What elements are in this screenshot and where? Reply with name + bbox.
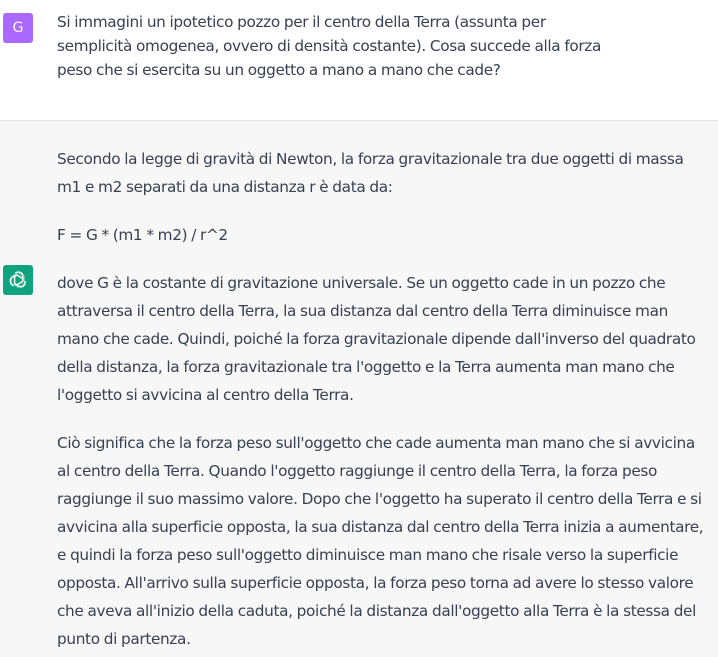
user-avatar-letter: G (12, 20, 24, 36)
assistant-paragraph-1: Secondo la legge di gravità di Newton, la forza gravitazionale tra due oggetti di massa m1 e m2 separati da una distanza r è data da: (57, 150, 684, 196)
assistant-formula: F = G * (m1 * m2) / r^2 (57, 226, 228, 244)
assistant-message-text (57, 145, 708, 657)
user-message-row (0, 0, 718, 121)
openai-logo-icon (3, 265, 33, 295)
assistant-paragraph-3: Ciò significa che la forza peso sull'oggetto che cade aumenta man mano che si avvicina al centro della Terra. Quando l'oggetto raggiunge il centro della Terra, la forza peso raggiunge il suo massimo valore. Dopo che l'oggetto ha superato il centro della Terra e si avvicina alla superficie opposta, la sua distanza dal centro della Terra inizia a aumentare, e quindi la forza peso sull'oggetto diminuisce man mano che risale verso la superficie opposta. All'arrivo sulla superficie opposta, la forza peso torna ad avere lo stesso valore che aveva all'inizio della caduta, poiché la distanza dall'oggetto alla Terra è la stessa del punto di partenza. (57, 434, 704, 648)
assistant-paragraph-2: dove G è la costante di gravitazione universale. Se un oggetto cade in un pozzo che attraversa il centro della Terra, la sua distanza dal centro della Terra diminuisce man mano che cade. Quindi, poiché la forza gravitazionale dipende dall'inverso del quadrato della distanza, la forza gravitazionale tra l'oggetto e la Terra aumenta man mano che l'oggetto si avvicina al centro della Terra. (57, 274, 696, 404)
user-message-text: Si immagini un ipotetico pozzo per il centro della Terra (assunta per semplicità omogenea, ovvero di densità costante). Cosa succede alla forza peso che si esercita su un oggetto a mano a mano che cade? (57, 13, 602, 79)
assistant-message-row (0, 121, 718, 657)
user-avatar (3, 13, 33, 43)
